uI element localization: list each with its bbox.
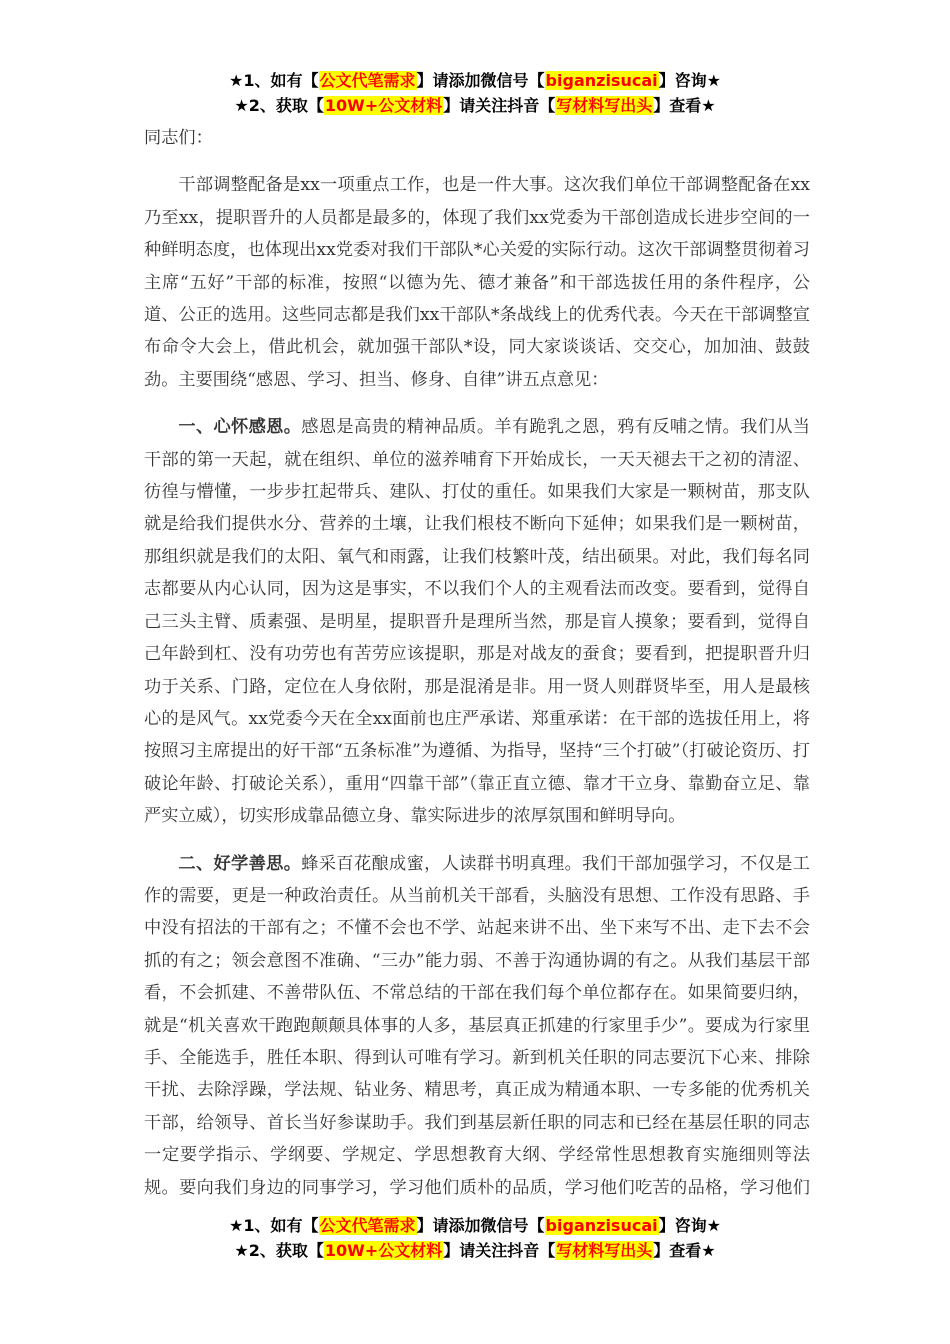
promo-text: 】查看★	[653, 96, 716, 115]
promo-banner-bottom	[0, 1213, 950, 1263]
promo-highlight: 公文代笔需求	[319, 1216, 416, 1235]
section-1-text: 感恩是高贵的精神品质。羊有跪乳之恩，鸦有反哺之情。我们从当干部的第一天起，就在组织、单位的滋养哺育下开始成长，一天天褪去干之初的清涩、彷徨与懵懂，一步步扛起带兵、建队、打仗的重任。如果我们大家是一颗树苗，那支队就是给我们提供水分、营养的土壤，让我们根枝不断向下延伸；如果我们是一颗树苗，那组织就是我们的太阳、氧气和雨露，让我们枝繁叶茂，结出硕果。对此，我们每名同志都要从内心认同，因为这是事实，不以我们个人的主观看法而改变。要看到，觉得自己三头主臂、质素强、是明星，提职晋升是理所当然，那是盲人摸象；要看到，觉得自己年龄到杠、没有功劳也有苦劳应该提职，那是对战友的蚕食；要看到，把提职晋升归功于关系、门路，定位在人身依附，那是混淆是非。用一贤人则群贤毕至，用人是最核心的是风气。xx党委今天在全xx面前也庄严承诺、郑重承诺：在干部的选拔任用上，将按照习主席提出的好干部“五条标准”为遵循、为指导，坚持“三个打破”（打破论资历、打破论年龄、打破论关系），重用“四靠干部”（靠正直立德、靠才干立身、靠勤奋立足、靠严实立威），切实形成靠品德立身、靠实际进步的浓厚氛围和鲜明导向。	[144, 417, 810, 827]
section-1-paragraph	[144, 411, 810, 832]
promo-highlight: 写材料写出头	[556, 96, 653, 115]
promo-text: 】咨询★	[658, 1216, 721, 1235]
promo-highlight: 公文代笔需求	[319, 71, 416, 90]
promo-text: ★1、如有【	[229, 1216, 319, 1235]
promo-highlight: 写材料写出头	[556, 1241, 653, 1260]
promo-text: 】请关注抖音【	[443, 96, 556, 115]
promo-line-1	[0, 68, 950, 93]
salutation: 同志们：	[144, 128, 213, 148]
promo-line-1	[0, 1213, 950, 1238]
promo-text: 】请添加微信号【	[416, 1216, 545, 1235]
promo-text: 】请关注抖音【	[443, 1241, 556, 1260]
promo-highlight: 10W+公文材料	[324, 1241, 443, 1260]
intro-paragraph: 干部调整配备是xx一项重点工作，也是一件大事。这次我们单位干部调整配备在xx乃至xx，提职晋升的人员都是最多的，体现了我们xx党委为干部创造成长进步空间的一种鲜明态度，也体现出xx党委对我们干部队*心关爱的实际行动。这次干部调整贯彻着习主席“五好”干部的标准，按照“以德为先、德才兼备”和干部选拔任用的条件程序，公道、公正的选用。这些同志都是我们xx干部队*条战线上的优秀代表。今天在干部调整宣布命令大会上，借此机会，就加强干部队*设，同大家谈谈话、交交心，加加油、鼓鼓劲。主要围绕“感恩、学习、担当、修身、自律”讲五点意见：	[144, 175, 810, 390]
promo-highlight: biganzisucai	[545, 1216, 658, 1235]
promo-text: 】咨询★	[658, 71, 721, 90]
document-content	[144, 122, 810, 1202]
promo-line-2	[0, 93, 950, 118]
promo-text: ★2、获取【	[234, 96, 324, 115]
promo-banner-top	[0, 68, 950, 118]
document-body	[144, 122, 810, 1202]
promo-highlight: biganzisucai	[545, 71, 658, 90]
promo-text: ★1、如有【	[229, 71, 319, 90]
promo-text: 】查看★	[653, 1241, 716, 1260]
section-2-heading: 二、好学善思。	[178, 853, 302, 874]
section-2-paragraph	[144, 848, 810, 1202]
section-2-text: 蜂采百花酿成蜜，人读群书明真理。我们干部加强学习，不仅是工作的需要，更是一种政治责任。从当前机关干部看，头脑没有思想、工作没有思路、手中没有招法的干部有之；不懂不会也不学、站起来讲不出、坐下来写不出、走下去不会抓的有之；领会意图不准确、“三办”能力弱、不善于沟通协调的有之。从我们基层干部看，不会抓建、不善带队伍、不常总结的干部在我们每个单位都存在。如果简要归纳，就是“机关喜欢干跑跑颠颠具体事的人多，基层真正抓建的行家里手少”。要成为行家里手、全能选手，胜任本职、得到认可唯有学习。新到机关任职的同志要沉下心来、排除干扰、去除浮躁，学法规、钻业务、精思考，真正成为精通本职、一专多能的优秀机关干部，给领导、首长当好参谋助手。我们到基层新任职的同志和已经在基层任职的同志一定要学指示、学纲要、学规定、学思想教育大纲、学经常性思想教育实施细则等法规。要向我们身边的同事学习，学习他们质朴的品质，学习他们吃苦的品格，学习他们	[144, 853, 810, 1198]
section-1-heading: 一、心怀感恩。	[178, 417, 302, 438]
promo-line-2	[0, 1238, 950, 1263]
promo-text: ★2、获取【	[234, 1241, 324, 1260]
promo-text: 】请添加微信号【	[416, 71, 545, 90]
promo-highlight: 10W+公文材料	[324, 96, 443, 115]
